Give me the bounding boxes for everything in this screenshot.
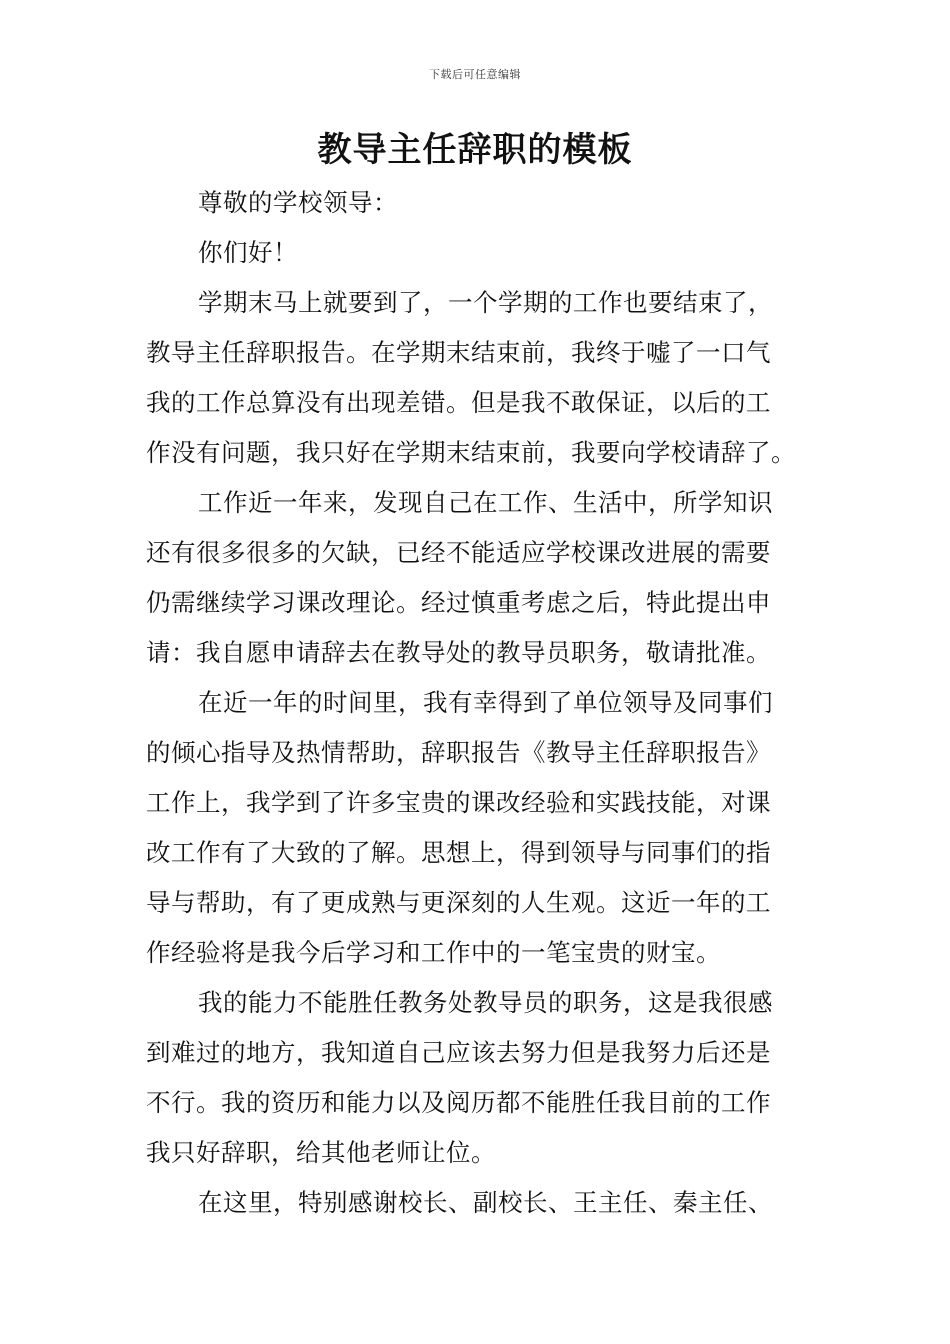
paragraph-line: 请：我自愿申请辞去在教导处的教导员职务，敬请批准。 <box>146 638 771 667</box>
paragraph-line: 工作上，我学到了许多宝贵的课改经验和实践技能，对课 <box>146 788 771 817</box>
paragraph-line: 学期末马上就要到了，一个学期的工作也要结束了， <box>198 288 773 317</box>
paragraph-line: 工作近一年来，发现自己在工作、生活中，所学知识 <box>198 488 773 517</box>
paragraph-line: 教导主任辞职报告。在学期末结束前，我终于嘘了一口气 <box>146 338 771 367</box>
paragraph-line: 作经验将是我今后学习和工作中的一笔宝贵的财宝。 <box>146 938 721 967</box>
paragraph-line: 导与帮助，有了更成熟与更深刻的人生观。这近一年的工 <box>146 888 771 917</box>
salutation: 尊敬的学校领导： <box>198 188 398 217</box>
paragraph-line: 我的能力不能胜任教务处教导员的职务，这是我很感 <box>198 988 773 1017</box>
paragraph-line: 到难过的地方，我知道自己应该去努力但是我努力后还是 <box>146 1038 771 1067</box>
paragraph-line: 我的工作总算没有出现差错。但是我不敢保证，以后的工 <box>146 388 771 417</box>
paragraph-line: 作没有问题，我只好在学期末结束前，我要向学校请辞了。 <box>146 438 796 467</box>
paragraph-line: 在近一年的时间里，我有幸得到了单位领导及同事们 <box>198 688 773 717</box>
paragraph-line: 的倾心指导及热情帮助，辞职报告《教导主任辞职报告》 <box>146 738 771 767</box>
greeting: 你们好！ <box>198 238 298 267</box>
paragraph-line: 仍需继续学习课改理论。经过慎重考虑之后，特此提出申 <box>146 588 771 617</box>
header-note: 下载后可任意编辑 <box>429 68 521 81</box>
paragraph-line: 我只好辞职，给其他老师让位。 <box>146 1138 496 1167</box>
paragraph-line: 还有很多很多的欠缺，已经不能适应学校课改进展的需要 <box>146 538 771 567</box>
paragraph-line: 在这里，特别感谢校长、副校长、王主任、秦主任、 <box>198 1188 773 1217</box>
paragraph-line: 改工作有了大致的了解。思想上，得到领导与同事们的指 <box>146 838 771 867</box>
document-body <box>146 178 806 1228</box>
paragraph-line: 不行。我的资历和能力以及阅历都不能胜任我目前的工作 <box>146 1088 771 1117</box>
document-title: 教导主任辞职的模板 <box>317 130 633 170</box>
